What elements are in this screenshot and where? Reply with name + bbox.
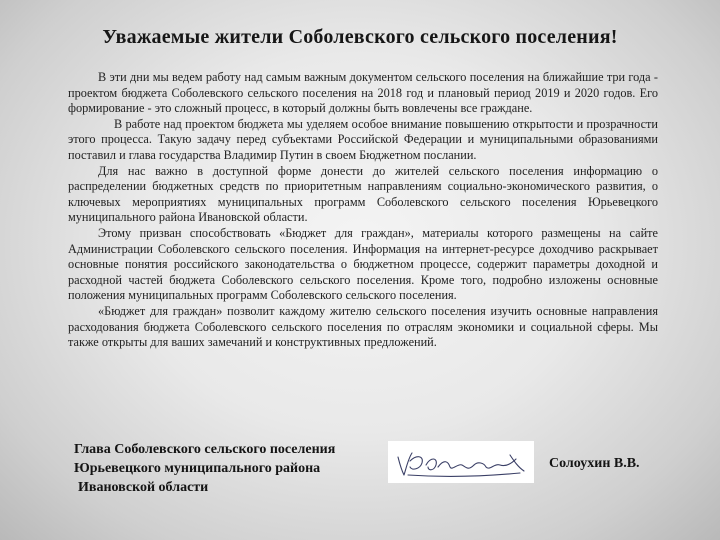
paragraph-3: Для нас важно в доступной форме донести до жителей сельского поселения информацию о распределении бюджетных средств по приоритетным направлениям социально-экономического развития, о ключевых мероприятиях муниципальных программ Соболевского сельского поселения Юрьевецкого муниципального района Ивановской области.	[68, 163, 658, 225]
paragraph-2: В работе над проектом бюджета мы уделяем особое внимание повышению открытости и прозрачности этого процесса. Такую задачу перед субъектами Российской Федерации и муниципальными образованиями поставил и глава государства Владимир Путин в своем Бюджетном послании.	[68, 116, 658, 162]
signatory-name: Солоухин В.В.	[549, 456, 640, 471]
paragraph-4: Этому призван способствовать «Бюджет для граждан», материалы которого размещены на сайте Администрации Соболевского сельского поселения. Информация на интернет-ресурсе доходчиво раскрывает основные понятия российского законодательства о бюджетном процессе, содержит параметры доходной и расходной частей бюджета Соболевского сельского поселения. Кроме того, подробно изложены основные положения муниципальных программ Соболевского сельского поселения.	[68, 225, 658, 303]
signatory-block	[74, 440, 335, 497]
signatory-title-line-1: Глава Соболевского сельского поселения	[74, 442, 336, 457]
paragraph-5: «Бюджет для граждан» позволит каждому жителю сельского поселения изучить основные направления расходования бюджета Соболевского сельского поселения по отраслям экономики и социальной сферы. Мы также открыты для ваших замечаний и конструктивных предложений.	[68, 303, 658, 350]
handwritten-signature	[388, 441, 534, 483]
page-title: Уважаемые жители Соболевского сельского поселения!	[102, 26, 618, 48]
signature-icon	[388, 441, 534, 483]
letter-body	[68, 70, 658, 351]
signatory-title-line-2: Юрьевецкого муниципального района	[74, 461, 321, 476]
paragraph-1: В эти дни мы ведем работу над самым важным документом сельского поселения на ближайшие три года - проектом бюджета Соболевского сельского поселения на 2018 год и плановый период 2019 и 2020 годов. Его формирование - это сложный процесс, в который должны быть вовлечены все граждане.	[68, 70, 658, 116]
signatory-title-line-3: Ивановской области	[78, 480, 209, 495]
